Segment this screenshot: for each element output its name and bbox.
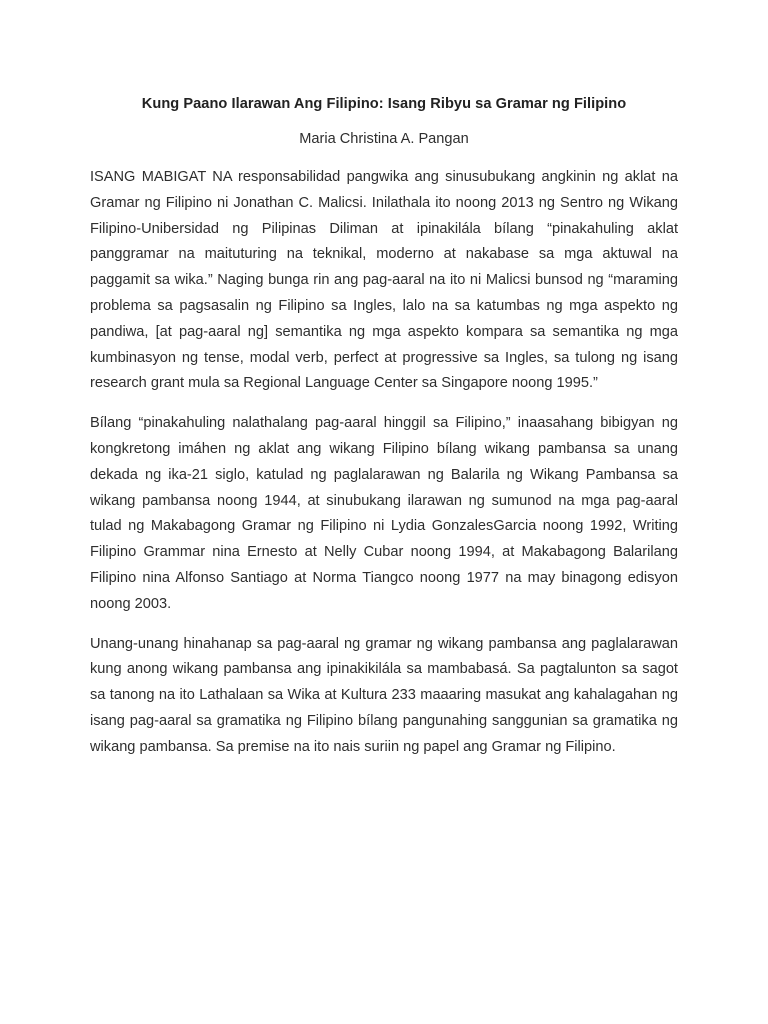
- document-body: [90, 165, 678, 761]
- document-title: Kung Paano Ilarawan Ang Filipino: Isang Ribyu sa Gramar ng Filipino: [141, 96, 627, 112]
- body-paragraph: Unang-unang hinahanap sa pag-aaral ng gramar ng wikang pambansa ang paglalarawan kung anong wikang pambansa ang ipinakikilála sa mambabasá. Sa pagtalunton sa sagot sa tanong na ito Lathalaan sa Wika at Kultura 233 maaaring masukat ang kahalagahan ng isang pag-aaral sa gramatika ng Filipino bílang pangunahing sanggunian sa gramatika ng wikang pambansa. Sa premise na ito nais suriin ng papel ang Gramar ng Filipino.: [90, 635, 678, 755]
- body-paragraph: Bílang “pinakahuling nalathalang pag-aaral hinggil sa Filipino,” inaasahang bibigyan ng kongkretong imáhen ng aklat ang wikang Filipino bílang wikang pambansa sa unang dekada ng ika-21 siglo, katulad ng paglalarawan ng Balarila ng Wikang Pambansa sa wikang pambansa noong 1944, at sinubukang ilarawan ng sumunod na mga pag-aaral tulad ng Makabagong Gramar ng Filipino ni Lydia GonzalesGarcia noong 1992, Writing Filipino Grammar nina Ernesto at Nelly Cubar noong 1994, at Makabagong Balarilang Filipino nina Alfonso Santiago at Norma Tiangco noong 1977 na may binagong edisyon noong 2003.: [90, 415, 678, 612]
- body-paragraph: ISANG MABIGAT NA responsabilidad pangwika ang sinusubukang angkinin ng aklat na Gramar ng Filipino ni Jonathan C. Malicsi. Inilathala ito noong 2013 ng Sentro ng Wikang Filipino-Unibersidad ng Pilipinas Diliman at ipinakilála bílang “pinakahuling aklat panggramar na maituturing na teknikal, moderno at nakabase sa mga aktuwal na paggamit sa wika.” Naging bunga rin ang pag-aaral na ito ni Malicsi bunsod ng “maraming problema sa pagsasalin ng Filipino sa Ingles, lalo na sa katumbas ng mga aspekto ng pandiwa, [at pag-aaral ng] semantika ng mga aspekto kompara sa semantika ng mga kumbinasyon ng tense, modal verb, perfect at progressive sa Ingles, sa tulong ng isang research grant mula sa Regional Language Center sa Singapore noong 1995.”: [90, 169, 678, 392]
- document-author: Maria Christina A. Pangan: [299, 131, 469, 147]
